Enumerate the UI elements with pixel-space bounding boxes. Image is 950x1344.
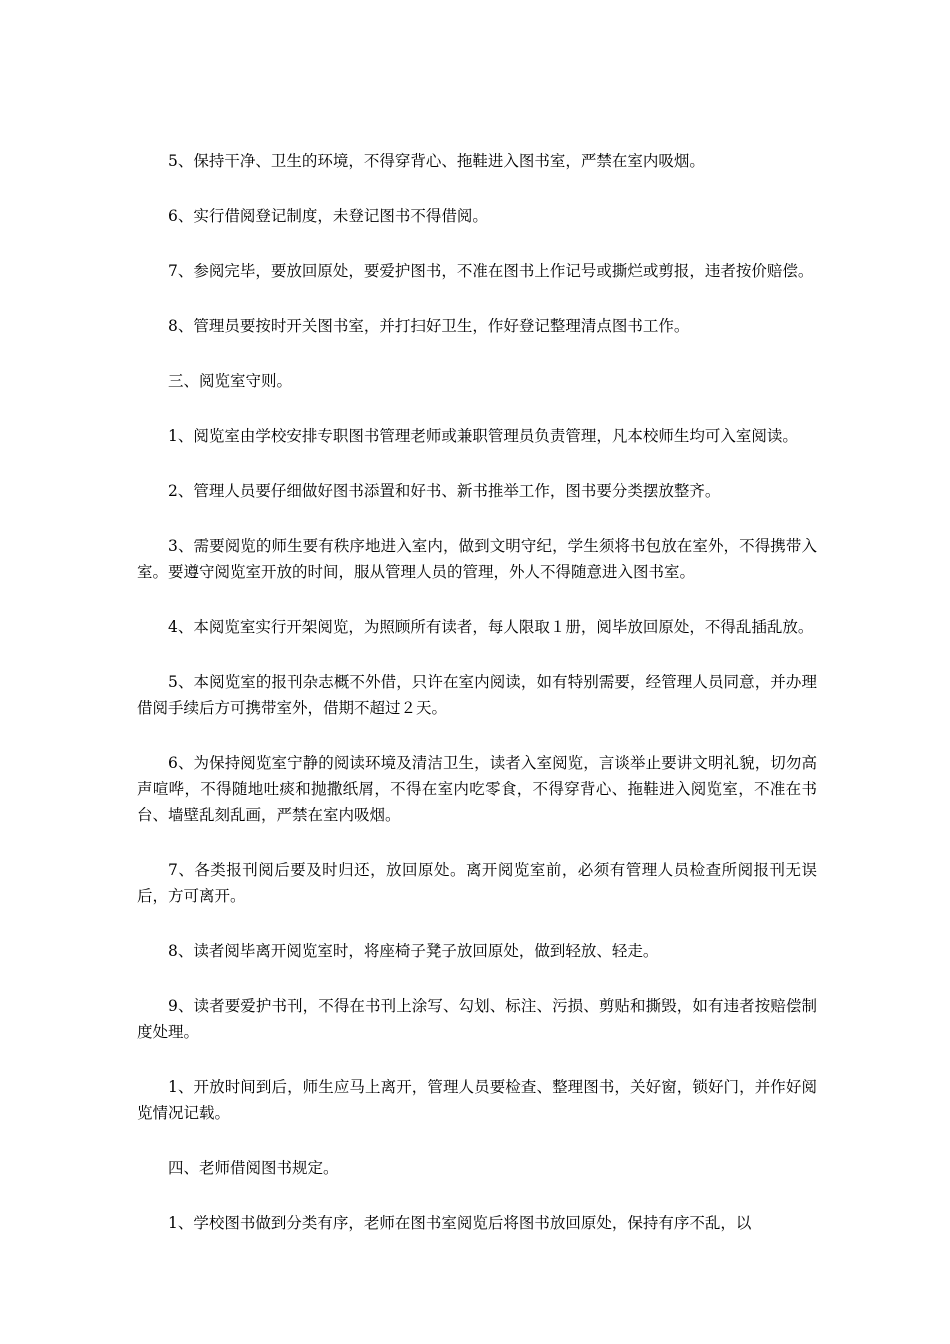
paragraph-reading-rule-1: 1、阅览室由学校安排专职图书管理老师或兼职管理员负责管理，凡本校师生均可入室阅读。 [168, 427, 798, 445]
paragraph-reading-rule-6: 6、为保持阅览室宁静的阅读环境及清洁卫生，读者入室阅览，言谈举止要讲文明礼貌，切勿高声喧哗，不得随地吐痰和抛撒纸屑，不得在室内吃零食，不得穿背心、拖鞋进入阅览室，不准在书台、墙壁乱刻乱画，严禁在室内吸烟。 [137, 754, 817, 824]
paragraph-reading-rule-7: 7、各类报刊阅后要及时归还，放回原处。离开阅览室前，必须有管理人员检查所阅报刊无误后，方可离开。 [137, 861, 817, 905]
paragraph-reading-rule-5: 5、本阅览室的报刊杂志概不外借，只许在室内阅读，如有特别需要，经管理人员同意，并办理借阅手续后方可携带室外，借期不超过２天。 [137, 673, 817, 717]
paragraph-teacher-rule-1: 1、学校图书做到分类有序，老师在图书室阅览后将图书放回原处，保持有序不乱，以 [168, 1214, 752, 1232]
paragraph-rule-6-borrow-registration: 6、实行借阅登记制度，未登记图书不得借阅。 [168, 207, 488, 225]
paragraph-reading-rule-8: 8、读者阅毕离开阅览室时，将座椅子凳子放回原处，做到轻放、轻走。 [168, 942, 659, 960]
section-heading-teacher-borrowing: 四、老师借阅图书规定。 [168, 1159, 339, 1177]
paragraph-rule-8-librarian-duties: 8、管理员要按时开关图书室，并打扫好卫生，作好登记整理清点图书工作。 [168, 317, 690, 335]
paragraph-rule-7-return-books: 7、参阅完毕，要放回原处，要爱护图书，不准在图书上作记号或撕烂或剪报，违者按价赔偿。 [168, 262, 814, 280]
section-heading-reading-room-rules: 三、阅览室守则。 [168, 372, 293, 390]
paragraph-reading-rule-4: 4、本阅览室实行开架阅览，为照顾所有读者，每人限取１册，阅毕放回原处，不得乱插乱放。 [168, 618, 814, 636]
paragraph-reading-rule-3: 3、需要阅览的师生要有秩序地进入室内，做到文明守纪，学生须将书包放在室外，不得携带入室。要遵守阅览室开放的时间，服从管理人员的管理，外人不得随意进入图书室。 [137, 537, 817, 581]
document-body [137, 148, 817, 1265]
paragraph-reading-rule-2: 2、管理人员要仔细做好图书添置和好书、新书推举工作，图书要分类摆放整齐。 [168, 482, 721, 500]
paragraph-reading-rule-9: 9、读者要爱护书刊，不得在书刊上涂写、勾划、标注、污损、剪贴和撕毁，如有违者按赔偿制度处理。 [137, 997, 817, 1041]
paragraph-closing-time-rule: 1、开放时间到后，师生应马上离开，管理人员要检查、整理图书，关好窗，锁好门，并作好阅览情况记载。 [137, 1078, 817, 1122]
paragraph-rule-5-clean-environment: 5、保持干净、卫生的环境，不得穿背心、拖鞋进入图书室，严禁在室内吸烟。 [168, 152, 705, 170]
